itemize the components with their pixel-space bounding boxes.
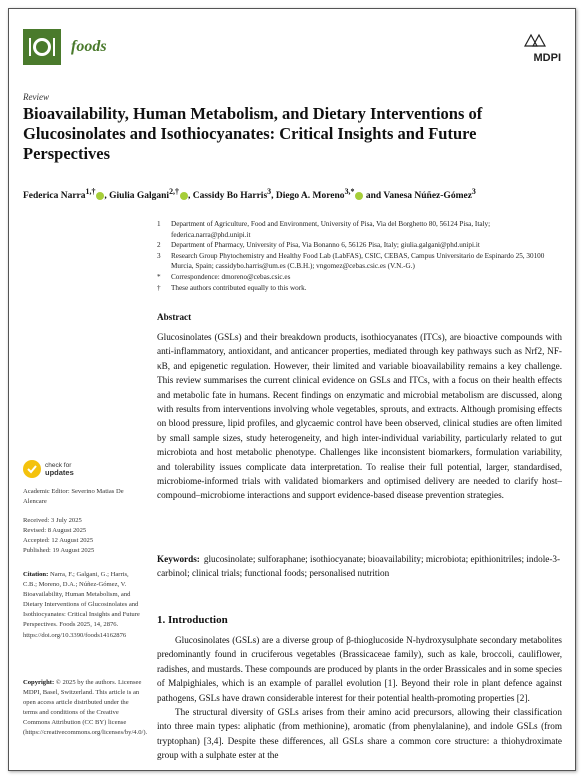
correspondence[interactable]: * Correspondence: dmoreno@cebas.csic.es: [157, 272, 291, 281]
academic-editor: Academic Editor: Severino Matias De Alencare: [23, 488, 124, 506]
orcid-icon[interactable]: [355, 192, 363, 200]
introduction-text: [157, 633, 562, 763]
date-revised: Revised: 8 August 2025: [23, 527, 87, 534]
intro-paragraph: The structural diversity of GSLs arises from their amino acid precursors, allowing their classification into three main types: aliphatic (from methionine), aromatic (from phenylalanine), and indole GSLs (from tryptophan) [3,4]. Despite these differences, all GSLs share a common core structure: a thiohydroximate group with a sulphate ester at the: [157, 707, 562, 761]
publisher-name: MDPI: [533, 52, 561, 64]
author[interactable]: Cassidy Bo Harris$^3$: [192, 187, 272, 202]
journal-header: [23, 29, 107, 65]
page: [8, 8, 576, 771]
date-published: Published: 19 August 2025: [23, 547, 95, 554]
check-updates-line1: check for: [45, 462, 72, 469]
author[interactable]: Federica Narra$^{1,\dagger}$: [23, 187, 96, 202]
section-heading-introduction: 1. Introduction: [157, 614, 228, 626]
check-updates-icon: [23, 460, 41, 478]
equal-contribution-note: † These authors contributed equally to this work.: [157, 283, 307, 292]
affiliation-item: 3 Research Group Phytochemistry and Healthy Food Lab (LabFAS), CSIC, CEBAS, Campus Universitario de Espinardo 25, 30100 Murcia, Spain; cassidybo.harris@um.es (C.B.H.); vngomez@cebas.csic.es (V.N.-G.): [157, 251, 545, 271]
abstract-heading: Abstract: [157, 312, 192, 322]
abstract-text: Glucosinolates (GSLs) and their breakdown products, isothiocyanates (ITCs), are bioactive compounds with anti-inflammatory, antioxidant, and anticancer properties, mediated through key pathways such as Nrf2, NF-κB, and epigenetic regulation. However, their limited and variable bioavailability remains a key challenge. This review summarises the current clinical evidence on GSLs and ITCs, with a focus on their health effects and metabolic fate in humans. Recent findings on enzymatic and microbial metabolism are discussed, along with results from interventions involving whole vegetables, sprouts, and extracts. Although promising effects on blood pressure, lipid profiles, and glycaemic control have been observed, clinical studies are often limited by small sample sizes, study heterogeneity, and high inter-individual variability, particularly related to gut microbiota and host metabolic phenotype. Challenges like inconsistent biomarkers, formulation variability, and tolerability issues complicate data interpretation. To realise their full potential, larger, standardised, microbiome-informed trials with validated biomarkers and optimised delivery are needed to clarify host–compound–microbiome interactions and support evidence-based disease prevention strategies.: [157, 332, 562, 501]
author[interactable]: Giulia Galgani$^{2,\dagger}$: [109, 187, 179, 202]
journal-name: foods: [71, 38, 107, 55]
date-received: Received: 3 July 2025: [23, 517, 82, 524]
orcid-icon[interactable]: [180, 192, 188, 200]
affiliation-item: 2 Department of Pharmacy, University of Pisa, Via Bonanno 6, 56126 Pisa, Italy; giulia.galgani@phd.unipi.it: [157, 241, 480, 250]
copyright: Copyright: © 2025 by the authors. Licensee MDPI, Basel, Switzerland. This article is an open access article distributed under the terms and conditions of the Creative Commons Attribution (CC BY) license (https://creativecommons.org/licenses/by/4.0/).: [23, 679, 148, 737]
keywords-text: glucosinolate; sulforaphane; isothiocyanate; bioavailability; microbiota; epithionitriles; indole-3-carbinol; clinical trials; functional foods; personalised nutrition: [157, 554, 561, 579]
affiliations: [157, 219, 562, 293]
keywords: [157, 552, 562, 581]
mdpi-logo-icon: [521, 33, 561, 47]
affiliation-item: 1 Department of Agriculture, Food and Environment, University of Pisa, Via del Borghetto 80, 56124 Pisa, Italy; federica.narra@phd.unipi.it: [157, 220, 491, 239]
author-list: Federica Narra$^{1,\dagger}$ , Giulia Galgani$^{2,\dagger}$ , Cassidy Bo Harris$^3$, Diego A. Moreno$^{3,*}$ and Vanesa Núñez-Gómez$^3$: [23, 187, 476, 202]
intro-paragraph: Glucosinolates (GSLs) are a diverse group of β-thioglucoside N-hydroxysulphate secondary metabolites predominantly found in cruciferous vegetables (Brassicaceae family), such as kale, broccoli, cauliflower, radishes, and mustards. These compounds are produced by plants in the order Brassicales and in some species of Malpighiales, which is an example of parallel evolution [1]. Beyond their role in plant defence against pathogens, GSLs have drawn considerable interest for their potential health-promoting properties [2].: [157, 635, 562, 703]
orcid-icon[interactable]: [96, 192, 104, 200]
article-type: Review: [23, 92, 49, 102]
author[interactable]: and Vanesa Núñez-Gómez$^3$: [365, 187, 476, 202]
check-updates-line2: updates: [45, 468, 74, 477]
citation: Citation: Narra, F.; Galgani, G.; Harris, C.B.; Moreno, D.A.; Núñez-Gómez, V. Bioavailability, Human Metabolism, and Dietary Interventions of Glucosinolates and Isothiocyanates: Critical Insights and Future Perspectives. Foods 2025, 14, 2876. https://doi.org/10.3390/foods14162876: [23, 571, 140, 639]
keywords-label: Keywords:: [157, 554, 200, 564]
check-for-updates-button[interactable]: [23, 460, 74, 478]
mdpi-logo: [513, 33, 561, 64]
foods-logo-icon: [23, 29, 61, 65]
date-accepted: Accepted: 12 August 2025: [23, 537, 94, 544]
author[interactable]: Diego A. Moreno$^{3,*}$: [275, 187, 355, 202]
article-title: Bioavailability, Human Metabolism, and Dietary Interventions of Glucosinolates and Isothiocyanates: Critical Insights and Future Perspectives: [23, 104, 483, 163]
